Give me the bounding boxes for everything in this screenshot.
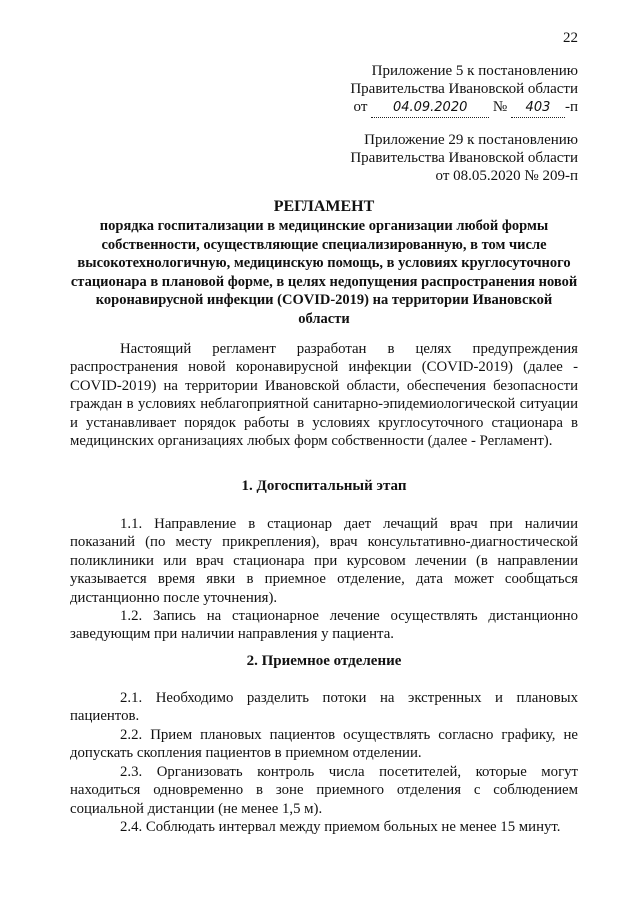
paragraph-2-4: 2.4. Соблюдать интервал между приемом больных не менее 15 минут. — [120, 819, 561, 835]
paragraph-2-3: 2.3. Организовать контроль числа посетителей, которые могут находиться одновременно в зоне приемного отделения с соблюдением социальной дистанции (не менее 1,5 м). — [70, 764, 578, 817]
paragraph-1-2: 1.2. Запись на стационарное лечение осуществлять дистанционно заведующим при наличии направления у пациента. — [70, 608, 578, 643]
paragraph-2-2: 2.2. Прием плановых пациентов осуществлять согласно графику, не допускать скопления пациентов в приемном отделении. — [70, 727, 578, 762]
intro-paragraph: Настоящий регламент разработан в целях предупреждения распространения новой коронавирусной инфекции (COVID-2019) (далее - COVID-2019) на территории Ивановской области, обеспечения безопасности граждан в условиях неблагоприятной санитарно-эпидемиологической ситуации и устанавливает порядок работы в условиях круглосуточного стационара в медицинских организациях любых форм собственности (далее - Регламент). — [70, 341, 578, 450]
number-suffix: -п — [564, 99, 578, 115]
from-label: от — [353, 99, 368, 115]
section-1-heading: 1. Догоспитальный этап — [241, 478, 407, 494]
section-2-heading: 2. Приемное отделение — [246, 653, 402, 669]
paragraph-1-1: 1.1. Направление в стационар дает лечащий врач при наличии показаний (по месту прикрепления), врач консультативно-диагностической поликлиники или врач стационара при курсовом лечении (в направлении указывается время явки в приемное отделение, дата может сообщаться дистанционно после уточнения). — [70, 516, 578, 606]
appendix-block-current — [350, 62, 578, 118]
appendix-2-line-1: Приложение 29 к постановлению — [364, 132, 578, 148]
paragraph-2-1: 2.1. Необходимо разделить потоки на экстренных и плановых пациентов. — [70, 690, 578, 725]
handwritten-date: 04.09.2020 — [371, 99, 489, 118]
appendix-1-date-line — [350, 98, 578, 118]
appendix-2-line-3: от 08.05.2020 № 209-п — [435, 168, 578, 184]
appendix-block-previous — [350, 131, 578, 185]
appendix-1-line-2: Правительства Ивановской области — [350, 81, 578, 97]
appendix-2-line-2: Правительства Ивановской области — [350, 150, 578, 166]
document-subtitle: порядка госпитализации в медицинские организации любой формы собственности, осуществляющие специализированную, в том числе высокотехнологичную, медицинскую помощь, в условиях круглосуточного стационара в плановой форме, в целях недопущения распространения новой коронавирусной инфекции (COVID-2019) на территории Ивановской области — [70, 218, 578, 327]
document-title: РЕГЛАМЕНТ — [273, 198, 375, 215]
number-label: № — [492, 99, 508, 115]
handwritten-number: 403 — [511, 99, 565, 118]
page-number: 22 — [563, 30, 578, 46]
appendix-1-line-1: Приложение 5 к постановлению — [371, 63, 578, 79]
